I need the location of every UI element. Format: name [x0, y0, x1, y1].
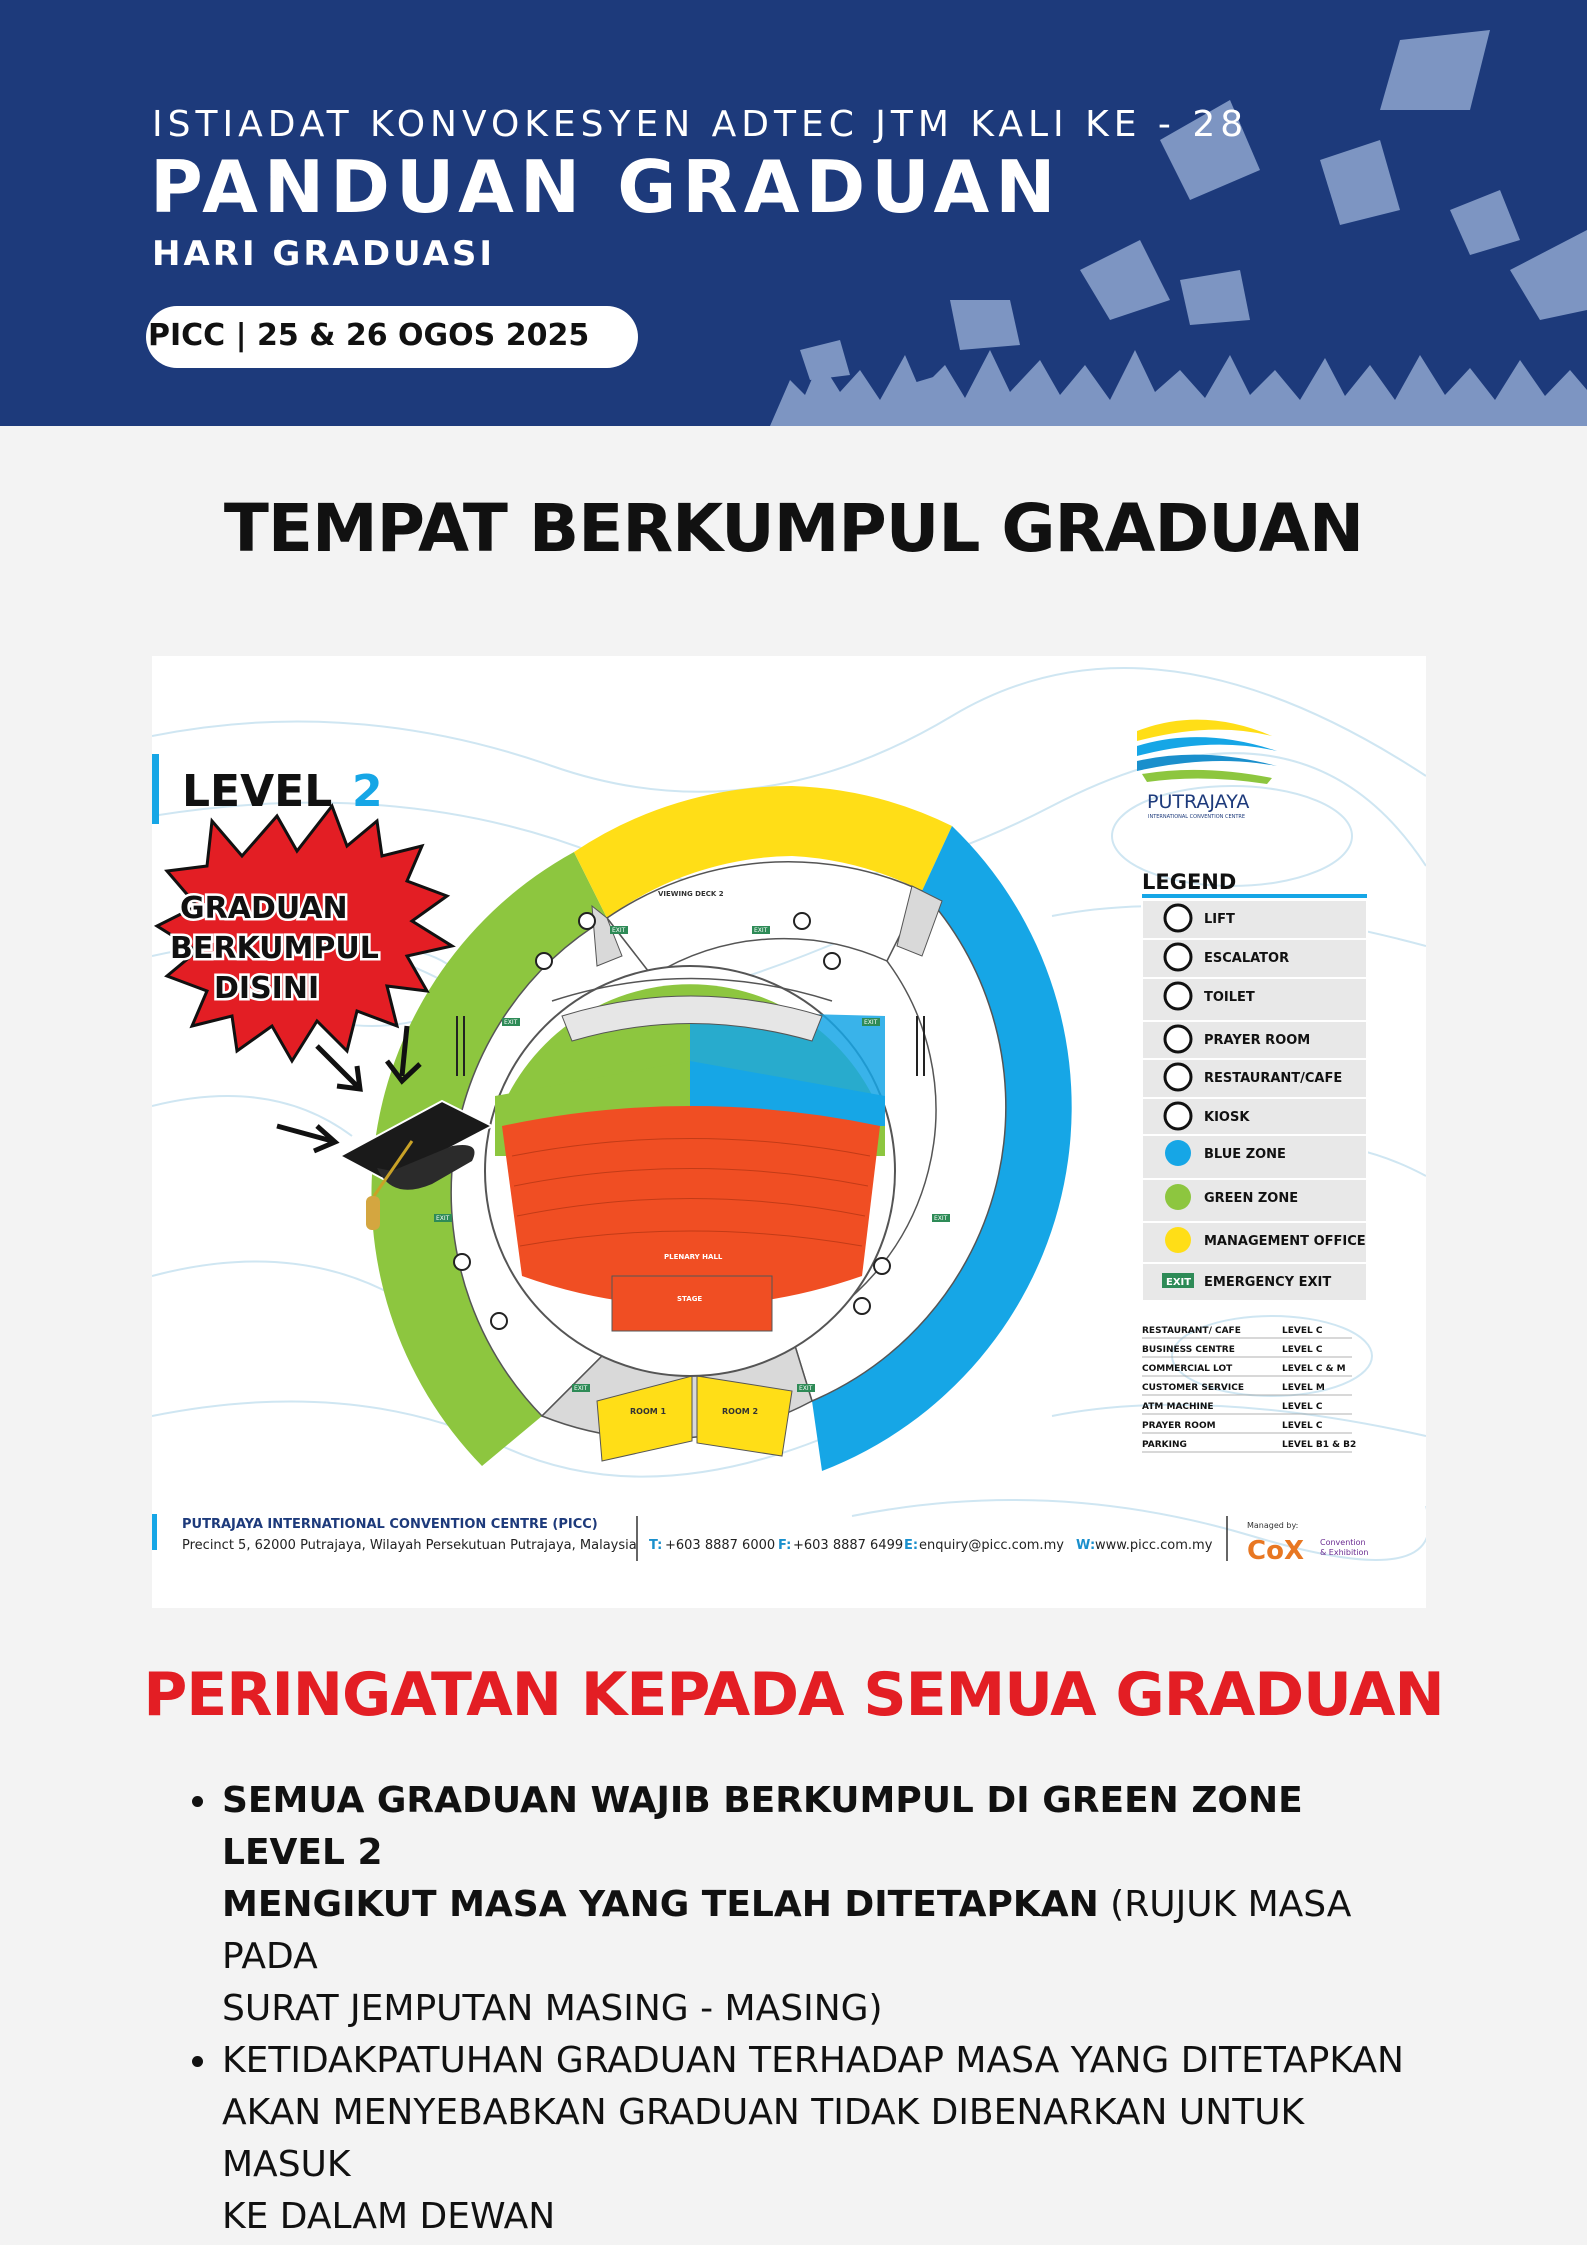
graduation-cap-icon [1510, 230, 1587, 320]
exit-sign-label: EXIT [799, 1385, 813, 1392]
exit-sign-label: EXIT [864, 1019, 878, 1026]
exit-sign-label: EXIT [612, 927, 626, 934]
level-number: 2 [352, 766, 383, 817]
facility-level: LEVEL C & M [1282, 1364, 1346, 1374]
legend-label: LIFT [1204, 912, 1235, 927]
bullet-2-line-3: KE DALAM DEWAN [222, 2196, 556, 2237]
stage-label: STAGE [677, 1295, 703, 1303]
facility-level: LEVEL C [1282, 1345, 1323, 1355]
bullet-dot [192, 2056, 203, 2067]
legend-row [1142, 1263, 1367, 1301]
page-title: PANDUAN GRADUAN [150, 145, 1062, 229]
level-label: LEVEL [182, 766, 333, 817]
bullet-1-line-3: SURAT JEMPUTAN MASING - MASING) [222, 1988, 883, 2029]
management-office-swatch [1165, 1227, 1191, 1253]
footer-org: PUTRAJAYA INTERNATIONAL CONVENTION CENTRE (PICC) [182, 1517, 598, 1532]
room-2-label: ROOM 2 [722, 1407, 759, 1416]
viewing-deck-label: VIEWING DECK 2 [658, 890, 724, 898]
restaurant-icon [1165, 1064, 1191, 1090]
facility-level: LEVEL C [1282, 1402, 1323, 1412]
graduation-cap-icon [1180, 270, 1250, 325]
warning-list [222, 1775, 1422, 2243]
list-item [222, 1775, 1422, 2035]
legend-row [1142, 900, 1367, 939]
graduation-cap-icon [1380, 30, 1490, 110]
facility-name: ATM MACHINE [1142, 1402, 1214, 1412]
facility-name: CUSTOMER SERVICE [1142, 1383, 1244, 1393]
legend-row [1142, 1222, 1367, 1263]
exit-sign-label: EXIT [934, 1215, 948, 1222]
facility-level: LEVEL C [1282, 1326, 1323, 1336]
managed-by-label: Managed by: [1247, 1521, 1299, 1530]
cox-text-1: Convention [1320, 1538, 1366, 1547]
legend-label: MANAGEMENT OFFICE [1204, 1234, 1366, 1249]
green-zone-swatch [1165, 1184, 1191, 1210]
lift-icon [1165, 905, 1191, 931]
day-label: HARI GRADUASI [152, 234, 496, 274]
legend-row [1142, 1021, 1367, 1059]
list-item [222, 2035, 1422, 2243]
level-accent-bar [152, 754, 159, 824]
plenary-label: PLENARY HALL [664, 1253, 723, 1261]
blue-zone-swatch [1165, 1140, 1191, 1166]
email-label: E: [904, 1538, 919, 1553]
cox-text-2: & Exhibition [1320, 1548, 1369, 1557]
event-subtitle: ISTIADAT KONVOKESYEN ADTEC JTM KALI KE - 28 [152, 104, 1249, 145]
bullet-1-bold-2: MENGIKUT MASA YANG TELAH DITETAPKAN [222, 1884, 1099, 1925]
exit-sign-label: EXIT [574, 1385, 588, 1392]
fax-value: +603 8887 6499 [793, 1538, 904, 1553]
room-1-label: ROOM 1 [630, 1407, 667, 1416]
legend-label: PRAYER ROOM [1204, 1033, 1311, 1048]
bullet-1-normal: (RUJUK MASA PADA [222, 1884, 1352, 1977]
cox-logo: CoX [1247, 1536, 1304, 1566]
facility-name: COMMERCIAL LOT [1142, 1364, 1233, 1374]
web-label: W: [1076, 1538, 1096, 1553]
venue-date-text: PICC | 25 & 26 OGOS 2025 [148, 318, 590, 353]
floor-map [152, 656, 1426, 1608]
legend-label: BLUE ZONE [1204, 1147, 1286, 1162]
facility-name: PRAYER ROOM [1142, 1421, 1216, 1431]
legend-row [1142, 1135, 1367, 1179]
bullet-dot [192, 1796, 203, 1807]
callout-line-1: GRADUAN [180, 891, 348, 926]
graduation-cap-icon [1450, 190, 1520, 255]
floor-map-svg [152, 656, 1426, 1608]
legend-row [1142, 978, 1367, 1021]
bullet-2-line-1: KETIDAKPATUHAN GRADUAN TERHADAP MASA YANG DITETAPKAN [222, 2040, 1404, 2081]
graduation-cap-icon [1080, 240, 1170, 320]
facility-level: LEVEL C [1282, 1421, 1323, 1431]
legend-row [1142, 1098, 1367, 1135]
escalator-icon [1165, 944, 1191, 970]
exit-sign-label: EXIT [754, 927, 768, 934]
facility-level: LEVEL B1 & B2 [1282, 1440, 1357, 1450]
callout-line-3: DISINI [214, 971, 320, 1006]
warning-title: PERINGATAN KEPADA SEMUA GRADUAN [143, 1660, 1444, 1730]
facility-level: LEVEL M [1282, 1383, 1325, 1393]
legend-row [1142, 939, 1367, 978]
legend-label: EMERGENCY EXIT [1204, 1275, 1332, 1290]
tel-value: +603 8887 6000 [665, 1538, 776, 1553]
stage-area [612, 1276, 772, 1331]
facility-name: BUSINESS CENTRE [1142, 1345, 1235, 1355]
graduation-cap-icon [950, 300, 1020, 350]
legend-label: ESCALATOR [1204, 951, 1290, 966]
footer-accent-bar [152, 1514, 157, 1550]
logo-subtext: INTERNATIONAL CONVENTION CENTRE [1148, 814, 1246, 820]
putrajaya-logo [1137, 720, 1277, 820]
legend-label: TOILET [1204, 990, 1255, 1005]
venue-date-pill [146, 306, 638, 368]
exit-sign-label: EXIT [504, 1019, 518, 1026]
legend-accent-bar [1142, 894, 1367, 898]
facility-name: RESTAURANT/ CAFE [1142, 1326, 1241, 1336]
tel-label: T: [649, 1538, 663, 1553]
facility-name: PARKING [1142, 1440, 1187, 1450]
crowd-silhouette [770, 350, 1587, 426]
email-value: enquiry@picc.com.my [919, 1538, 1064, 1553]
kiosk-icon [1165, 1103, 1191, 1129]
fax-label: F: [778, 1538, 792, 1553]
legend-title: LEGEND [1142, 870, 1237, 894]
graduation-cap-icon [1320, 140, 1400, 225]
callout-line-2: BERKUMPUL [170, 931, 379, 966]
web-value: www.picc.com.my [1095, 1538, 1213, 1553]
exit-sign-label: EXIT [436, 1215, 450, 1222]
legend-row [1142, 1179, 1367, 1222]
footer-address: Precinct 5, 62000 Putrajaya, Wilayah Persekutuan Putrajaya, Malaysia [182, 1538, 637, 1553]
bullet-2-line-2: AKAN MENYEBABKAN GRADUAN TIDAK DIBENARKAN UNTUK MASUK [222, 2092, 1305, 2185]
legend-row [1142, 1059, 1367, 1098]
legend-label: GREEN ZONE [1204, 1191, 1299, 1206]
toilet-icon [1165, 983, 1191, 1009]
legend-label: RESTAURANT/CAFE [1204, 1071, 1343, 1086]
bullet-1-bold-1: SEMUA GRADUAN WAJIB BERKUMPUL DI GREEN ZONE LEVEL 2 [222, 1780, 1303, 1873]
section-title: TEMPAT BERKUMPUL GRADUAN [223, 490, 1364, 567]
exit-icon-label: EXIT [1166, 1277, 1192, 1288]
legend-label: KIOSK [1204, 1110, 1250, 1125]
logo-name: PUTRAJAYA [1147, 791, 1250, 813]
prayer-room-icon [1165, 1026, 1191, 1052]
header-banner [0, 0, 1587, 426]
